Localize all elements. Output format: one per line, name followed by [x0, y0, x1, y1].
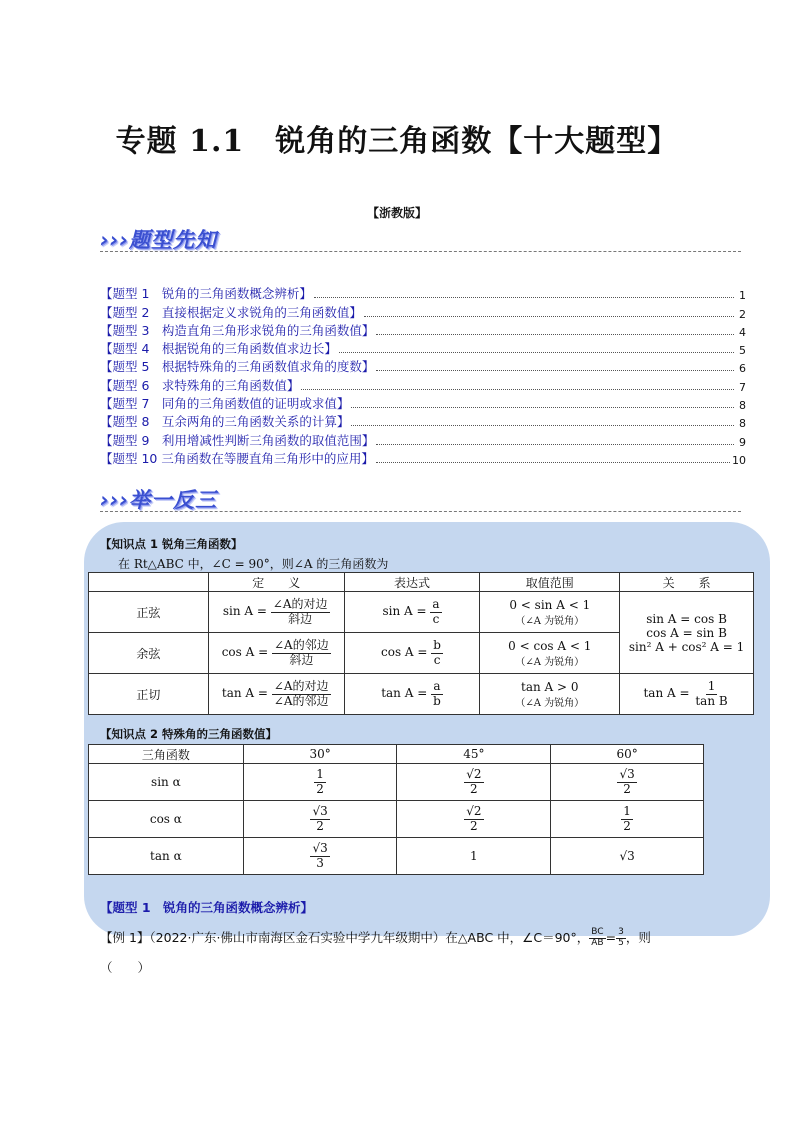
- knowledge-point-2-title: 【知识点 2 特殊角的三角函数值】: [100, 727, 278, 741]
- table-row: [89, 801, 704, 838]
- range-cell: tan A > 0 （∠A 为锐角）: [480, 674, 620, 715]
- type-1-heading: 【题型 1 锐角的三角函数概念辨析】: [100, 900, 314, 915]
- table-header: 定 义: [208, 573, 344, 592]
- example-1: 【例 1】（2022·广东·佛山市南海区金石实验中学九年级期中）在△ABC 中，∠C＝90°， $\frac{BC}{AB}$ = $\frac{3}{5}$ ，则: [100, 927, 651, 948]
- definition-cell: cos A = $\frac{\text{∠A的邻边}}{\text{斜边}}$: [208, 633, 344, 674]
- relations-cell: sin A = cos B cos A = sin B sin² A + cos² A = 1: [620, 592, 754, 674]
- toc-item[interactable]: 【题型 10 三角函数在等腰直角三角形中的应用】 10: [100, 450, 746, 467]
- value-cell: $\frac{√3}{2}$: [551, 764, 704, 801]
- value-cell: $\frac{√2}{2}$: [397, 764, 551, 801]
- toc-item[interactable]: 【题型 2 直接根据定义求锐角的三角函数值】 2: [100, 304, 746, 321]
- function-name: 正切: [89, 674, 209, 715]
- value-cell: $\frac{1}{2}$: [551, 801, 704, 838]
- table-of-contents: [100, 284, 746, 467]
- range-cell: 0 < cos A < 1 （∠A 为锐角）: [480, 633, 620, 674]
- trig-definition-table: [88, 572, 754, 715]
- function-name: tan α: [89, 838, 244, 875]
- table-header: 60°: [551, 745, 704, 764]
- toc-item[interactable]: 【题型 1 锐角的三角函数概念辨析】 1: [100, 286, 746, 303]
- value-cell: $\frac{√2}{2}$: [397, 801, 551, 838]
- value-cell: $\frac{√3}{2}$: [243, 801, 397, 838]
- toc-item[interactable]: 【题型 9 利用增减性判断三角函数的取值范围】 9: [100, 432, 746, 449]
- table-header: 表达式: [344, 573, 480, 592]
- table-header: 取值范围: [480, 573, 620, 592]
- value-cell: √3: [551, 838, 704, 875]
- definition-cell: sin A = $\frac{\text{∠A的对边}}{\text{斜边}}$: [208, 592, 344, 633]
- value-cell: $\frac{1}{2}$: [243, 764, 397, 801]
- table-header: 30°: [243, 745, 397, 764]
- expression-cell: sin A = $\frac{a}{c}$: [344, 592, 480, 633]
- answer-blank: （ ）: [100, 960, 151, 975]
- table-header: 45°: [397, 745, 551, 764]
- function-name: sin α: [89, 764, 244, 801]
- table-header: 三角函数: [89, 745, 244, 764]
- special-angles-table: [88, 744, 704, 875]
- toc-item[interactable]: 【题型 4 根据锐角的三角函数值求边长】 5: [100, 341, 746, 358]
- table-header-blank: [89, 573, 209, 592]
- knowledge-point-1-title: 【知识点 1 锐角三角函数】: [100, 537, 243, 551]
- table-row: [89, 592, 754, 633]
- function-name: cos α: [89, 801, 244, 838]
- table-row: [89, 838, 704, 875]
- toc-item[interactable]: 【题型 5 根据特殊角的三角函数值求角的度数】 6: [100, 359, 746, 376]
- section-heading-examples: ›››举一反三: [100, 488, 217, 512]
- expression-cell: cos A = $\frac{b}{c}$: [344, 633, 480, 674]
- toc-item[interactable]: 【题型 7 同角的三角函数值的证明或求值】 8: [100, 396, 746, 413]
- page-title: 专题 1.1 锐角的三角函数【十大题型】: [115, 124, 679, 159]
- definition-cell: tan A = $\frac{\text{∠A的对边}}{\text{∠A的邻边}}$: [208, 674, 344, 715]
- function-name: 正弦: [89, 592, 209, 633]
- divider: [100, 251, 741, 252]
- value-cell: 1: [397, 838, 551, 875]
- edition-label: 【浙教版】: [366, 206, 427, 220]
- table-header: 关 系: [620, 573, 754, 592]
- table-row: [89, 674, 754, 715]
- section-heading-toc: ›››题型先知: [100, 228, 217, 252]
- table-row: [89, 764, 704, 801]
- range-cell: 0 < sin A < 1 （∠A 为锐角）: [480, 592, 620, 633]
- toc-item[interactable]: 【题型 3 构造直角三角形求锐角的三角函数值】 4: [100, 322, 746, 339]
- function-name: 余弦: [89, 633, 209, 674]
- toc-item[interactable]: 【题型 8 互余两角的三角函数关系的计算】 8: [100, 414, 746, 431]
- expression-cell: tan A = $\frac{a}{b}$: [344, 674, 480, 715]
- divider: [100, 511, 741, 512]
- toc-item[interactable]: 【题型 6 求特殊角的三角函数值】 7: [100, 377, 746, 394]
- value-cell: $\frac{√3}{3}$: [243, 838, 397, 875]
- knowledge-point-1-statement: 在 Rt△ABC 中，∠C = 90°，则∠A 的三角函数为: [118, 557, 389, 571]
- tan-relation-cell: tan A = $\frac{1}{\text{tan B}}$: [620, 674, 754, 715]
